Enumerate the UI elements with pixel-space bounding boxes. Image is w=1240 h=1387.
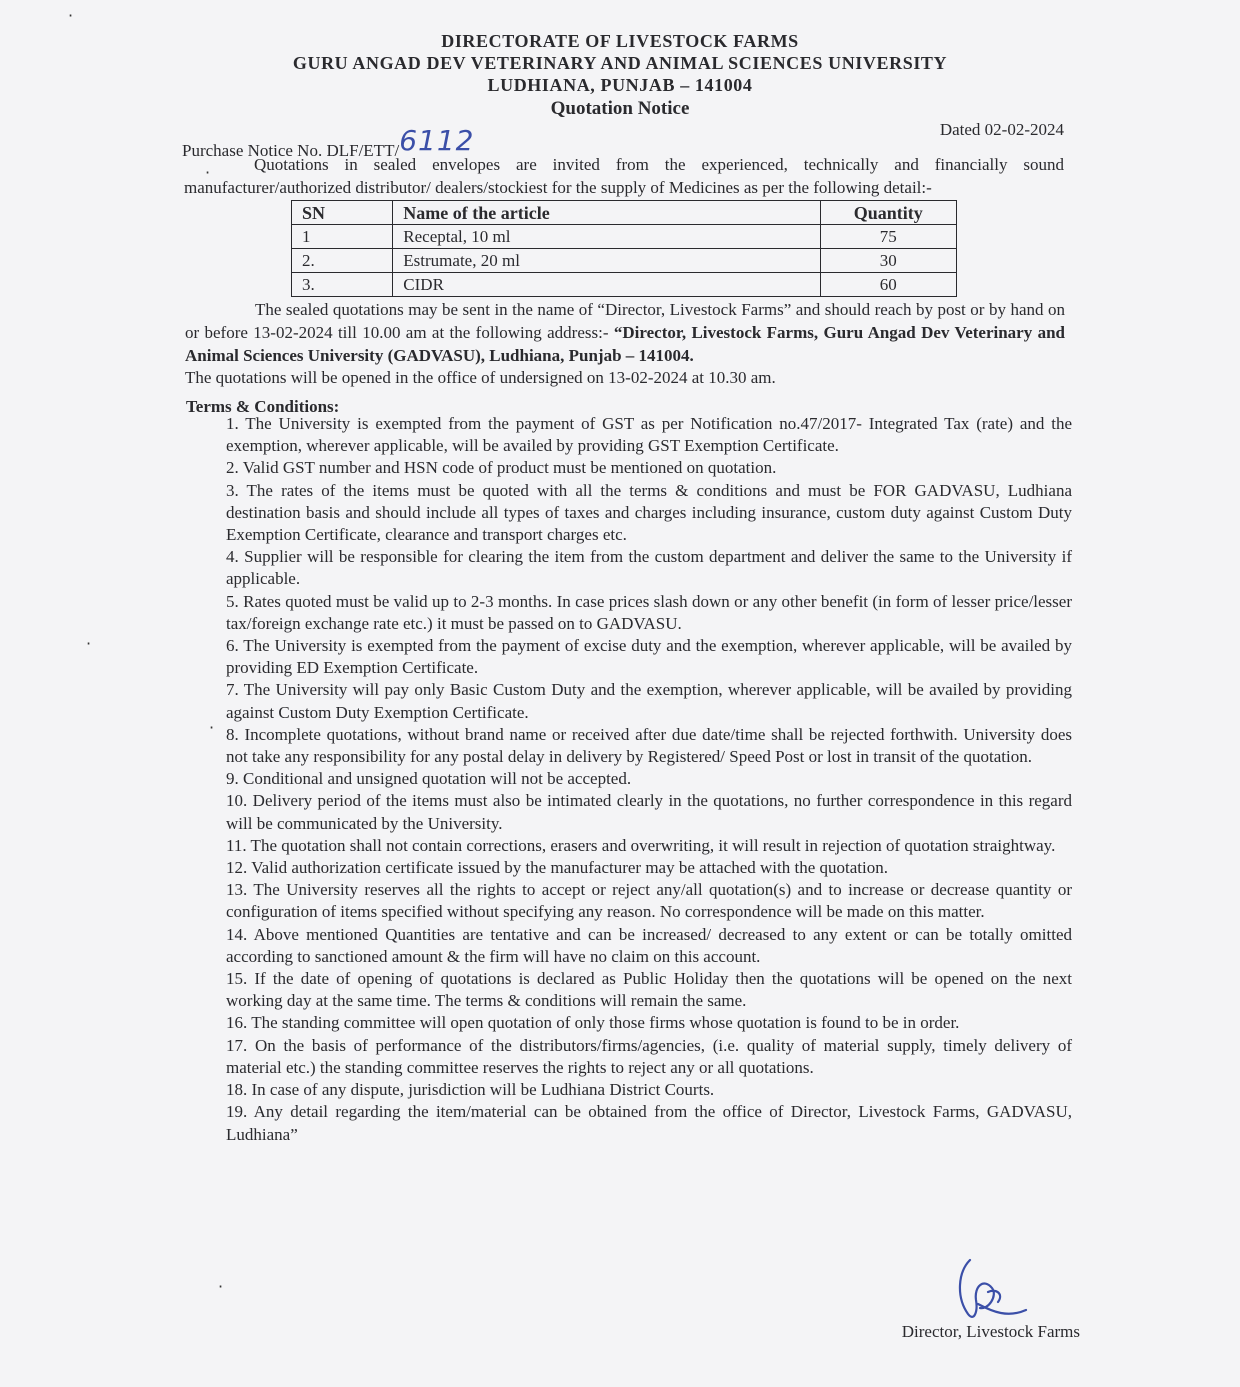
- signatory-designation: Director, Livestock Farms: [901, 1322, 1080, 1341]
- table-header-row: [292, 201, 957, 225]
- list-item: 9. Conditional and unsigned quotation will not be accepted.: [226, 769, 632, 789]
- list-item: 19. Any detail regarding the item/material can be obtained from the office of Director, Livestock Farms, GADVASU, Ludhiana”: [226, 1102, 1072, 1144]
- column-header-sn: SN: [292, 201, 393, 225]
- table-row: [292, 225, 957, 249]
- list-item: 16. The standing committee will open quotation of only those firms whose quotation is found to be in order.: [226, 1013, 960, 1033]
- cell-article: CIDR: [393, 273, 820, 297]
- cell-quantity: 75: [820, 225, 956, 249]
- scan-speck: ·: [86, 634, 92, 653]
- cell-sn: 2.: [292, 249, 393, 273]
- letterhead: [0, 30, 1240, 121]
- list-item: 17. On the basis of performance of the distributors/firms/agencies, (i.e. quality of material supply, timely delivery of material etc.) the standing committee reserves the rights to reject any or all quotations.: [226, 1035, 1072, 1077]
- table-row: [292, 273, 957, 297]
- list-item: 3. The rates of the items must be quoted with all the terms & conditions and must be FOR GADVASU, Ludhiana destination basis and should include all types of taxes and charges including insurance, custom duty against Custom Duty Exemption Certificate, clearance and transport charges etc.: [226, 480, 1072, 545]
- list-item: 10. Delivery period of the items must also be intimated clearly in the quotations, no further correspondence in this regard will be communicated by the University.: [226, 791, 1072, 833]
- sealed-text: The sealed quotations may be sent in the name of “Director, Livestock Farms” and should reach by post or by hand on or before 13-02-2024 till 10.00 am at the following address:-: [185, 300, 1065, 342]
- intro-paragraph: Quotations in sealed envelopes are invited from the experienced, technically and financially sound manufacturer/authorized distributor/ dealers/stockiest for the supply of Medicines as per the following detail:-: [184, 155, 1064, 197]
- scan-speck: ·: [209, 718, 215, 737]
- sealed-quotations-paragraph: [185, 298, 1065, 367]
- list-item: 4. Supplier will be responsible for clearing the item from the custom department and deliver the same to the University if applicable.: [226, 547, 1072, 589]
- header-university: GURU ANGAD DEV VETERINARY AND ANIMAL SCIENCES UNIVERSITY: [292, 53, 948, 73]
- scan-speck: ·: [68, 6, 74, 25]
- items-table: [291, 200, 957, 297]
- cell-article: Receptal, 10 ml: [393, 225, 820, 249]
- cell-quantity: 30: [820, 249, 956, 273]
- list-item: 6. The University is exempted from the payment of excise duty and the exemption, wherever applicable, will be availed by providing ED Exemption Certificate.: [226, 636, 1072, 678]
- list-item: 7. The University will pay only Basic Custom Duty and the exemption, wherever applicable, will be availed by providing against Custom Duty Exemption Certificate.: [226, 680, 1072, 722]
- list-item: 8. Incomplete quotations, without brand name or received after due date/time shall be rejected forthwith. University does not take any responsibility for any postal delay in delivery by Registered/ Speed Post or lost in transit of the quotation.: [226, 724, 1072, 767]
- list-item: 5. Rates quoted must be valid up to 2-3 months. In case prices slash down or any other benefit (in form of lesser price/lesser tax/foreign exchange rate etc.) it must be passed on to GADVASU.: [226, 591, 1072, 633]
- column-header-quantity: Quantity: [820, 201, 956, 225]
- list-item: 18. In case of any dispute, jurisdiction will be Ludhiana District Courts.: [226, 1080, 715, 1100]
- list-item: 2. Valid GST number and HSN code of product must be mentioned on quotation.: [226, 458, 777, 478]
- list-item: 1. The University is exempted from the payment of GST as per Notification no.47/2017- Integrated Tax (rate) and the exemption, wherever applicable, will be availed by providing GST Exemption Certificate.: [226, 414, 1072, 456]
- list-item: 14. Above mentioned Quantities are tentative and can be increased/ decreased to any extent or can be totally omitted according to sanctioned amount & the firm will have no claim on this account.: [226, 924, 1072, 966]
- handwritten-notice-number: 6112: [399, 124, 475, 157]
- header-address: LUDHIANA, PUNJAB – 141004: [487, 75, 753, 95]
- opening-paragraph: The quotations will be opened in the office of undersigned on 13-02-2024 at 10.30 am.: [185, 368, 776, 387]
- cell-quantity: 60: [820, 273, 956, 297]
- terms-list: [226, 413, 1072, 1146]
- table-row: [292, 249, 957, 273]
- cell-sn: 3.: [292, 273, 393, 297]
- page-title: Quotation Notice: [550, 98, 690, 119]
- list-item: 13. The University reserves all the rights to accept or reject any/all quotation(s) and to increase or decrease quantity or configuration of items specified without specifying any reason. No correspondence will be made on this matter.: [226, 880, 1072, 922]
- notice-row: [182, 118, 1064, 160]
- cell-sn: 1: [292, 225, 393, 249]
- header-directorate: DIRECTORATE OF LIVESTOCK FARMS: [441, 31, 799, 51]
- terms-heading: Terms & Conditions:: [186, 397, 340, 416]
- scan-speck: ·: [218, 1277, 224, 1296]
- signature-icon: [948, 1252, 1038, 1332]
- list-item: 12. Valid authorization certificate issued by the manufacturer may be attached with the quotation.: [226, 858, 888, 878]
- column-header-name: Name of the article: [393, 201, 820, 225]
- cell-article: Estrumate, 20 ml: [393, 249, 820, 273]
- list-item: 15. If the date of opening of quotations is declared as Public Holiday then the quotations will be opened on the next working day at the same time. The terms & conditions will remain the same.: [226, 969, 1072, 1011]
- notice-label: Purchase Notice No. DLF/ETT/: [182, 141, 400, 160]
- notice-date: Dated 02-02-2024: [939, 120, 1064, 139]
- list-item: 11. The quotation shall not contain corrections, erasers and overwriting, it will result in rejection of quotation straightway.: [226, 835, 1056, 855]
- delivery-address: “Director, Livestock Farms, Guru Angad Dev Veterinary and Animal Sciences University (GADVASU), Ludhiana, Punjab – 141004.: [185, 323, 1065, 365]
- scan-speck: ·: [205, 163, 211, 182]
